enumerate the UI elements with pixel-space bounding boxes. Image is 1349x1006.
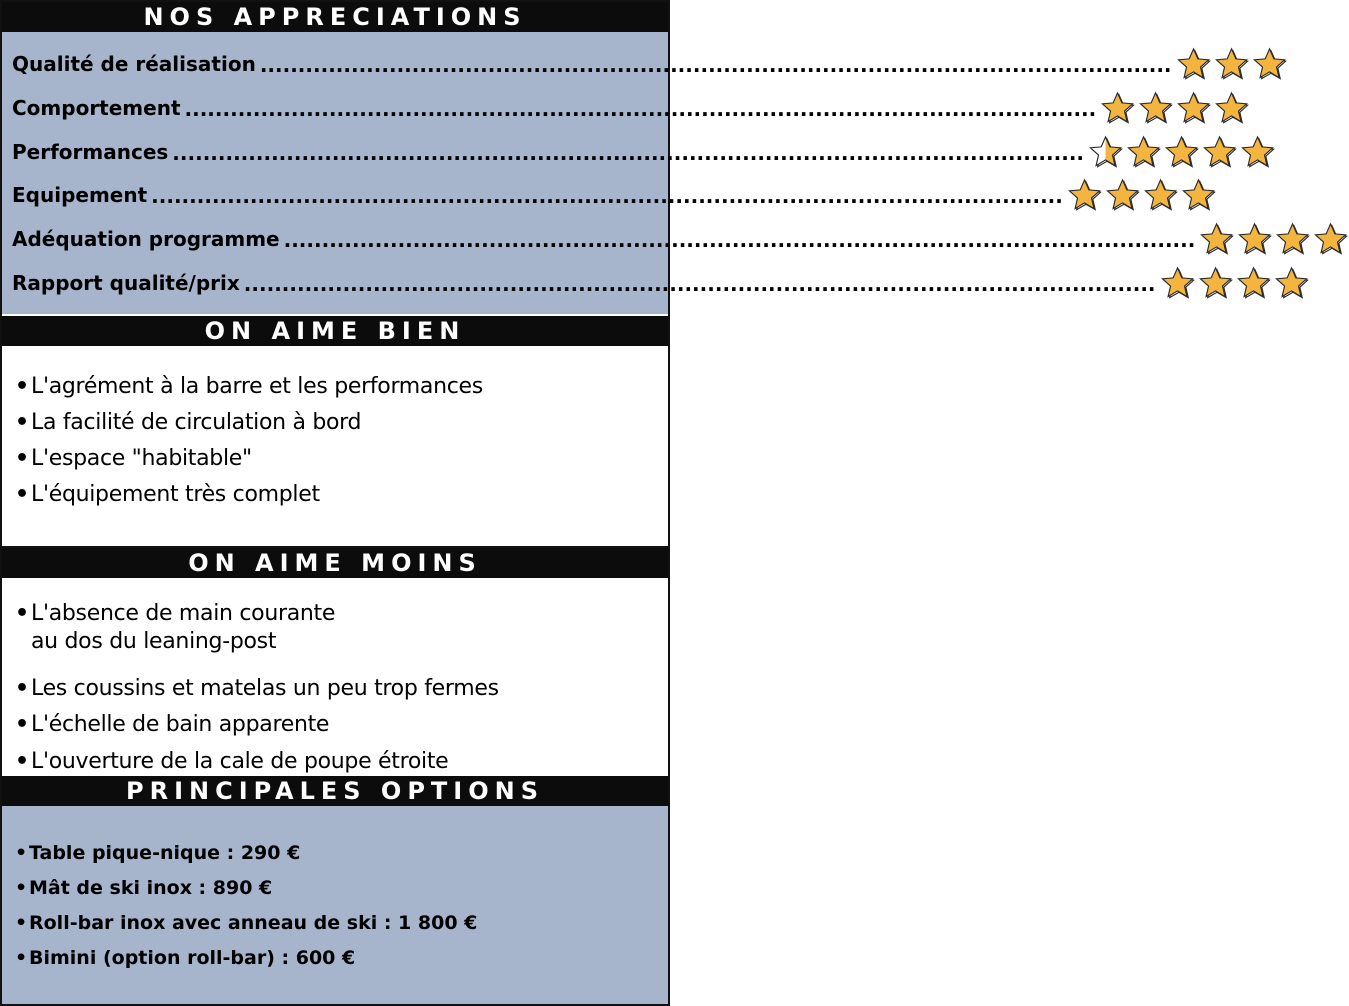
bullet-icon: • — [15, 446, 29, 471]
list-item: • L'échelle de bain apparente — [15, 712, 330, 737]
list-item: •Table pique-nique : 290 € — [15, 842, 301, 864]
star-rating — [1199, 222, 1349, 256]
bullet-icon: • — [15, 601, 29, 626]
star-icon — [1100, 91, 1136, 125]
rating-label: Adéquation programme — [12, 227, 280, 251]
star-icon — [1214, 91, 1250, 125]
list-item: • L'agrément à la barre et les performances — [15, 374, 483, 399]
leader-dots: ........................................................................................................................ — [151, 184, 1063, 208]
star-icon — [1252, 47, 1288, 81]
on-aime-moins-panel — [2, 578, 668, 774]
bullet-icon: • — [15, 912, 28, 934]
star-icon — [1236, 266, 1272, 300]
list-item: • L'ouverture de la cale de poupe étroite — [15, 749, 449, 774]
rating-label: Performances — [12, 140, 169, 164]
star-icon — [1240, 135, 1276, 169]
list-item: •Roll-bar inox avec anneau de ski : 1 800 € — [15, 912, 478, 934]
rating-label: Equipement — [12, 183, 148, 207]
list-item: • Les coussins et matelas un peu trop fermes — [15, 676, 499, 701]
rating-label: Rapport qualité/prix — [12, 271, 240, 295]
star-icon — [1313, 222, 1349, 256]
bullet-icon: • — [15, 712, 29, 737]
leader-dots: ........................................................................................................................ — [283, 228, 1196, 252]
rating-row — [12, 44, 1172, 84]
bullet-icon: • — [15, 947, 28, 969]
star-icon — [1176, 47, 1212, 81]
leader-dots: ........................................................................................................................ — [172, 141, 1085, 165]
star-icon — [1275, 222, 1311, 256]
bullet-icon: • — [15, 842, 28, 864]
rating-row — [12, 219, 1196, 259]
appreciations-panel — [2, 32, 1196, 314]
list-item: • L'espace "habitable" — [15, 446, 252, 471]
on-aime-moins-header: ON AIME MOINS — [2, 548, 668, 578]
bullet-icon: • — [15, 482, 29, 507]
leader-dots: ........................................................................................................................ — [184, 97, 1097, 121]
on-aime-bien-header: ON AIME BIEN — [2, 316, 668, 346]
list-item: • L'absence de main courante au dos du leaning-post — [15, 598, 335, 658]
star-icon — [1067, 178, 1103, 212]
leader-dots: ........................................................................................................................ — [259, 53, 1172, 77]
list-item: • La facilité de circulation à bord — [15, 410, 362, 435]
star-rating — [1160, 266, 1310, 300]
star-icon — [1088, 135, 1124, 169]
star-rating — [1176, 47, 1288, 81]
rating-row — [12, 175, 1063, 215]
bullet-icon: • — [15, 877, 28, 899]
rating-row — [12, 263, 1156, 303]
rating-row — [12, 132, 1085, 172]
star-icon — [1237, 222, 1273, 256]
star-icon — [1176, 91, 1212, 125]
star-icon — [1199, 222, 1235, 256]
list-item: •Mât de ski inox : 890 € — [15, 877, 273, 899]
star-icon — [1126, 135, 1162, 169]
rating-label: Qualité de réalisation — [12, 52, 256, 76]
star-icon — [1202, 135, 1238, 169]
list-item: •Bimini (option roll-bar) : 600 € — [15, 947, 356, 969]
star-icon — [1160, 266, 1196, 300]
bullet-icon: • — [15, 676, 29, 701]
appreciations-header: NOS APPRECIATIONS — [2, 2, 668, 32]
star-icon — [1143, 178, 1179, 212]
star-icon — [1214, 47, 1250, 81]
star-rating — [1100, 91, 1250, 125]
leader-dots: ........................................................................................................................ — [243, 272, 1156, 296]
rating-label: Comportement — [12, 96, 181, 120]
star-icon — [1138, 91, 1174, 125]
star-icon — [1181, 178, 1217, 212]
star-icon — [1274, 266, 1310, 300]
star-icon — [1105, 178, 1141, 212]
bullet-icon: • — [15, 374, 29, 399]
star-icon — [1198, 266, 1234, 300]
principales-options-header: PRINCIPALES OPTIONS — [2, 776, 668, 806]
principales-options-panel — [2, 806, 668, 1004]
on-aime-bien-panel — [2, 346, 668, 546]
star-icon — [1164, 135, 1200, 169]
list-item: • L'équipement très complet — [15, 482, 320, 507]
rating-row — [12, 88, 1097, 128]
bullet-icon: • — [15, 410, 29, 435]
bullet-icon: • — [15, 749, 29, 774]
star-rating — [1088, 135, 1276, 169]
star-rating — [1067, 178, 1217, 212]
